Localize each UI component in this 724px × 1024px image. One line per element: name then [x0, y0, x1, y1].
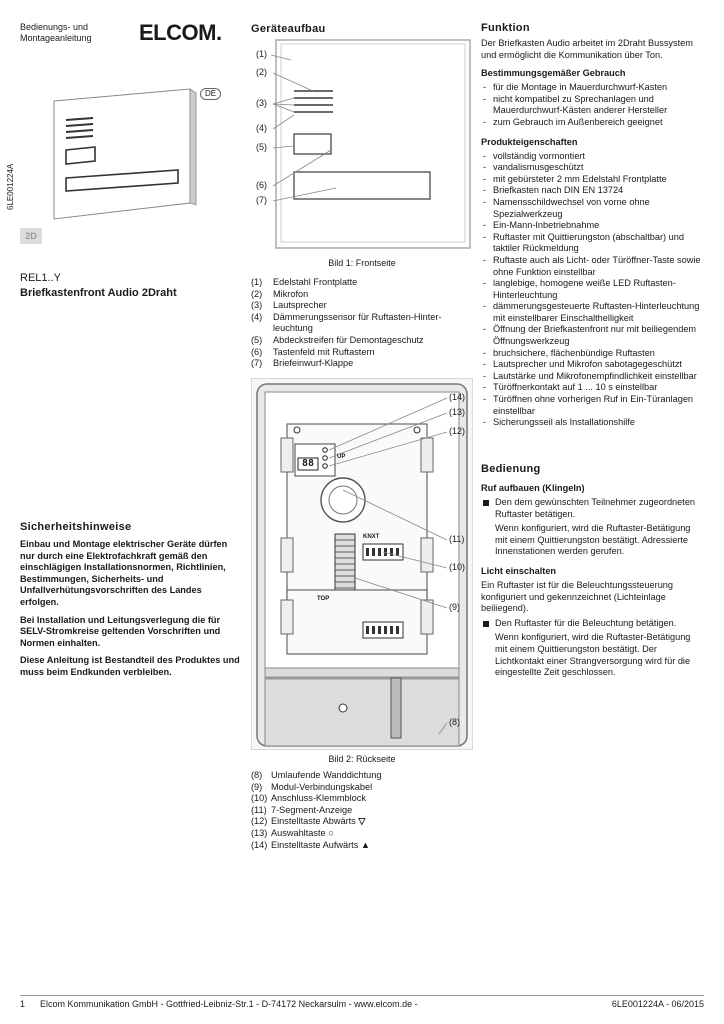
label-up: UP [337, 454, 346, 460]
footer-rule [20, 995, 704, 996]
elcom-logo: ELCOM. [139, 20, 222, 45]
figure-front-drawing [251, 38, 473, 250]
safety-title: Sicherheitshinweise [20, 521, 132, 533]
figure-back-caption: Bild 2: Rückseite [328, 754, 396, 764]
legend-back-row: (11) 7-Segment-Anzeige [251, 804, 353, 815]
props-list [481, 151, 705, 429]
legend-back-row: (13) Auswahltaste ○ [251, 827, 334, 838]
badge-2d: 2D [20, 228, 42, 244]
ruf-title: Ruf aufbauen (Klingeln) [481, 483, 585, 493]
fig1-callout-1: (1) [256, 49, 267, 59]
fig2-callout-11: (11) [449, 534, 465, 544]
legend-front [251, 277, 473, 370]
licht-note: Wenn konfiguriert, wird die Ruftaster-Betätigung mit einem Quittierungston bestätigt. Der Lichtkontakt einer Strangversorgung wird für die eingestellte Zeit geschlossen. [495, 632, 691, 678]
list-item: - bruchsichere, flächenbündige Ruftasten [481, 348, 705, 360]
list-item: - Briefkasten nach DIN EN 13724 [481, 185, 705, 197]
fig2-callout-10: (10) [449, 562, 466, 572]
fig1-callout-2: (2) [256, 67, 267, 77]
product-front-illustration [18, 85, 230, 245]
fig1-callout-6: (6) [256, 180, 267, 190]
list-item: - vandalismusgeschützt [481, 162, 705, 174]
list-item: - Lautstärke und Mikrofonempfindlichkeit einstellbar [481, 371, 705, 383]
list-item: - vollständig vormontiert [481, 151, 705, 163]
bedienung-title: Bedienung [481, 463, 541, 475]
funktion-title: Funktion [481, 22, 530, 34]
list-item: - Ruftaster mit Quittierungston (abschaltbar) und taktiler Rückmeldung [481, 232, 705, 255]
label-terminal: KNXT [363, 534, 380, 540]
legend-back-row: (10) Anschluss-Klemmblock [251, 793, 366, 804]
figure-front [251, 38, 473, 250]
fig1-callout-7: (7) [256, 195, 267, 205]
list-item: - Ruftaste auch als Licht- oder Türöffner-Taste sowie ohne Funktion einstellbar [481, 255, 705, 278]
safety-paragraph-1: Einbau und Montage elektrischer Geräte dürfen nur durch eine Elektrofachkraft gemäß den einschlägigen Installationsnormen, Richtlinien, Bestimmungen, Sicherheits- und Unfallverhütungsvorschriften des Landes erfolgen. [20, 539, 228, 607]
fig2-callout-9: (9) [449, 602, 460, 612]
doc-type-line1: Bedienungs- und [20, 22, 89, 32]
safety-paragraph-2: Bei Installation und Leitungsverlegung die für SELV-Stromkreise geltenden Vorschriften und Normen einhalten. [20, 614, 221, 648]
legend-front-row: (1) Edelstahl Frontplatte [251, 277, 358, 287]
legend-back-row: (9) Modul-Verbindungskabel [251, 781, 373, 792]
list-item: - langlebige, homogene weiße LED Ruftasten-Hinterleuchtung [481, 278, 705, 301]
bedienung-section [481, 463, 705, 679]
fig2-callout-12: (12) [449, 426, 466, 436]
language-badge: DE [200, 88, 221, 100]
use-list [481, 82, 705, 128]
legend-front-row: (2) Mikrofon [251, 288, 309, 299]
arrow-down-icon: ▽ [358, 816, 366, 827]
label-top: TOP [317, 596, 330, 602]
list-item: - Öffnung der Briefkastenfront nur mit beiliegendem Öffnungswerkzeug [481, 324, 705, 347]
list-item: - dämmerungsgesteuerte Ruftasten-Hinterleuchtung mit einstellbarer Einschalthelligkeit [481, 301, 705, 324]
licht-title: Licht einschalten [481, 565, 557, 576]
side-doc-code: 6LE001224A [6, 163, 15, 210]
list-item: - Sicherungsseil als Installationshilfe [481, 417, 705, 429]
doc-type-line2: Montageanleitung [20, 33, 92, 43]
figure-back-drawing [251, 378, 473, 750]
legend-front-row: leuchtung [273, 323, 313, 334]
list-item: - Ein-Mann-Inbetriebnahme [481, 220, 705, 232]
safety-section [20, 539, 242, 685]
list-item: Den Ruftaster für die Beleuchtung betätigen. [481, 618, 705, 630]
seven-segment-display: 88 [301, 458, 315, 469]
circle-select-icon: ○ [328, 827, 334, 838]
ruf-list [481, 497, 705, 520]
legend-front-row: (6) Tastenfeld mit Ruftastern [251, 346, 375, 357]
footer-page-number: 1 [20, 999, 26, 1009]
legend-back-row: (14) Einstelltaste Aufwärts ▲ [251, 839, 370, 850]
list-item: - Türöffnerkontakt auf 1 ... 10 s einstellbar [481, 382, 705, 394]
props-title: Produkteigenschaften [481, 136, 578, 147]
safety-paragraph-3: Diese Anleitung ist Bestandteil des Produktes und muss beim Endkunden verbleiben. [20, 655, 240, 677]
use-title: Bestimmungsgemäßer Gebrauch [481, 68, 626, 79]
figure-front-caption: Bild 1: Frontseite [328, 258, 396, 268]
fig1-callout-5: (5) [256, 142, 267, 152]
legend-front-row: (5) Abdeckstreifen für Demontageschutz [251, 334, 424, 345]
funktion-section [481, 22, 705, 429]
licht-list [481, 618, 705, 630]
list-item: Den dem gewünschten Teilnehmer zugeordneten Ruftaster betätigen. [481, 497, 705, 520]
legend-front-row: (7) Briefeinwurf-Klappe [251, 358, 354, 369]
list-item: - nicht kompatibel zu Sprechanlagen und Mauerdurchwurf-Kästen anderer Hersteller [481, 94, 705, 117]
list-item: - Namensschildwechsel von vorne ohne Spezialwerkzeug [481, 197, 705, 220]
fig1-callout-3: (3) [256, 98, 267, 108]
doc-type [20, 22, 92, 44]
fig2-callout-13: (13) [449, 407, 466, 417]
legend-back-row: (8) Umlaufende Wanddichtung [251, 770, 382, 780]
figure-back [251, 378, 473, 750]
legend-front-row: (3) Lautsprecher [251, 300, 327, 311]
fig2-callout-14: (14) [449, 392, 466, 402]
list-item: - zum Gebrauch im Außenbereich geeignet [481, 117, 705, 129]
product-name: Briefkastenfront Audio 2Draht [20, 287, 177, 299]
product-code: REL1..Y [20, 272, 61, 284]
footer-company: Elcom Kommunikation GmbH - Gottfried-Leibniz-Str.1 - D-74172 Neckarsulm - www.elcom.de - [40, 999, 418, 1009]
footer-docref: 6LE001224A - 06/2015 [611, 999, 704, 1009]
list-item: - für die Montage in Mauerdurchwurf-Kasten [481, 82, 705, 94]
list-item: - Türöffnen ohne vorherigen Ruf in Ein-Türanlagen einstellbar [481, 394, 705, 417]
fig1-callout-4: (4) [256, 123, 267, 133]
list-item: - Lautsprecher und Mikrofon sabotagegeschützt [481, 359, 705, 371]
legend-back [251, 770, 473, 851]
fig2-callout-8: (8) [449, 717, 460, 727]
licht-intro: Ein Ruftaster ist für die Beleuchtungssteuerung konfiguriert und gekennzeichnet (Lichteinlage beiliegend). [481, 579, 674, 614]
legend-back-row: (12) Einstelltaste Abwärts ▽ [251, 816, 366, 827]
legend-front-row: (4) Dämmerungssensor für Ruftasten-Hinter- [251, 311, 442, 322]
arrow-up-icon: ▲ [360, 839, 370, 850]
ruf-note: Wenn konfiguriert, wird die Ruftaster-Betätigung mit einem Quittierungston bestätigt. Adressierte Innenstationen werden gerufen. [495, 523, 691, 557]
list-item: - mit gebürsteter 2 mm Edelstahl Frontplatte [481, 174, 705, 186]
geraet-title: Geräteaufbau [251, 23, 326, 35]
funktion-intro: Der Briefkasten Audio arbeitet im 2Draht Bussystem und ermöglicht die Kommunikation über Ton. [481, 38, 693, 60]
